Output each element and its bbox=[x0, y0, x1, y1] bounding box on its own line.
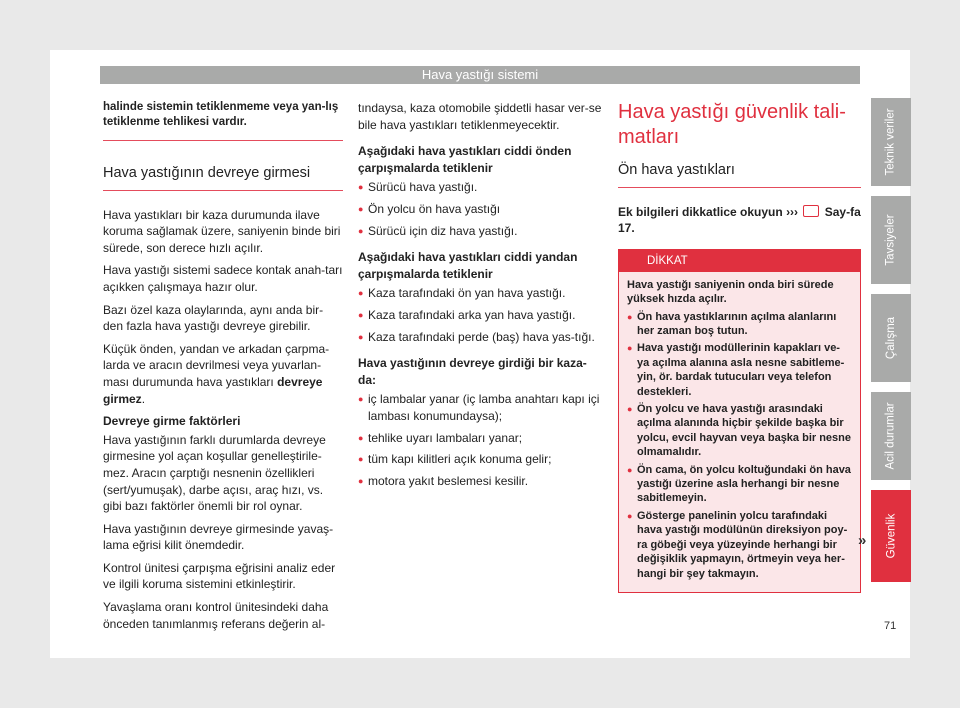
tab-technical-data[interactable] bbox=[871, 98, 911, 186]
page-header-title: Hava yastığı sistemi bbox=[100, 66, 860, 84]
warning-header bbox=[619, 250, 860, 272]
warning-item: ● Ön hava yastıklarının açılma alanlarını her zaman boş tutun. bbox=[627, 310, 852, 339]
warning-item: ● Hava yastığı modüllerinin kapakları ve-ya açılma alanına asla nesne sabitleme-yin, ör. bardak tutucuları veya telefon destekleri. bbox=[627, 341, 852, 399]
tab-label: Tavsiyeler bbox=[885, 214, 898, 266]
deployment-title: Hava yastığının devreye girdiği bir kaza-da: bbox=[358, 356, 587, 387]
warning-box bbox=[618, 249, 861, 593]
side-airbags-title: Aşağıdaki hava yastıkları ciddi yandan çarpışmalarda tetiklenir bbox=[358, 250, 578, 281]
front-airbags-title: Aşağıdaki hava yastıkları ciddi önden çarpışmalarda tetiklenir bbox=[358, 144, 572, 175]
warning-intro: Hava yastığı saniyenin onda biri sürede yüksek hızda açılır. bbox=[627, 278, 834, 306]
paragraph bbox=[103, 341, 343, 407]
section-title: Hava yastığının devreye girmesi bbox=[103, 165, 343, 191]
list-item: ● tüm kapı kilitleri açık konuma gelir; bbox=[358, 451, 604, 468]
warning-label: DİKKAT bbox=[647, 254, 688, 267]
subsection-title: Devreye girme faktörleri bbox=[103, 414, 241, 429]
paragraph: Hava yastığının devreye girmesinde yavaş-lama eğrisi kilit önemdedir. bbox=[103, 521, 334, 553]
warning-body bbox=[619, 272, 860, 592]
column-1 bbox=[103, 100, 343, 638]
paragraph-text: . bbox=[141, 391, 146, 406]
paragraph: Kontrol ünitesi çarpışma eğrisini analiz eder ve ilgili koruma sistemini etkinleştirir. bbox=[103, 560, 336, 592]
paragraph-text: Küçük önden, yandan ve arkadan çarpma-larda ve aracın devrilmesi veya yuvarlan-ması durumunda hava yastıkları bbox=[103, 341, 330, 389]
note-text: . bbox=[631, 221, 635, 236]
list-item: ● Ön yolcu ön hava yastığı bbox=[358, 201, 604, 218]
tab-advice[interactable] bbox=[871, 196, 911, 284]
tab-label: Güvenlik bbox=[885, 513, 897, 559]
tab-label: Teknik veriler bbox=[885, 108, 898, 176]
warning-item: ● Gösterge panelinin yolcu tarafındaki hava yastığı modülünün direksiyon poy-ra göbeği veya yüzeyinde herhangi bir değişiklik yapmayın, örtmeyin veya her-hangi bir şey takmayın. bbox=[627, 509, 852, 581]
tab-safety[interactable] bbox=[871, 490, 911, 582]
paragraph: Yavaşlama oranı kontrol ünitesindeki daha önceden tanımlanmış referans değerin al- bbox=[103, 600, 329, 631]
column-3 bbox=[618, 100, 861, 593]
tab-label: Acil durumlar bbox=[885, 402, 898, 470]
list-item: ● motora yakıt beslemesi kesilir. bbox=[358, 473, 604, 490]
emphasis-text: devreye girmez bbox=[103, 374, 323, 406]
section-subtitle: Ön hava yastıkları bbox=[618, 162, 861, 188]
tab-emergencies[interactable] bbox=[871, 392, 911, 480]
warning-continuation: halinde sistemin tetiklenmeme veya yan-lış tetiklenme tehlikesi vardır. bbox=[103, 100, 343, 141]
list-item: ● Kaza tarafındaki arka yan hava yastığı. bbox=[358, 307, 604, 324]
warning-item: ● Ön cama, ön yolcu koltuğundaki ön hava yastığı üzerine asla herhangi bir nesne sabitlemeyin. bbox=[627, 463, 852, 506]
list-item: ● Kaza tarafındaki perde (baş) hava yas-tığı. bbox=[358, 329, 604, 346]
paragraph: Hava yastığı sistemi sadece kontak anah-tarı açıkken çalışmaya hazır olur. bbox=[103, 263, 343, 294]
paragraph: tındaysa, kaza otomobile şiddetli hasar ver-se bile hava yastıkları tetiklenmeyecektir. bbox=[358, 101, 602, 132]
paragraph: Hava yastıkları bir kaza durumunda ilave koruma sağlamak üzere, saniyenin binde biri sürede, son derece hızlı açılır. bbox=[103, 207, 341, 255]
reference-note bbox=[618, 204, 861, 237]
list-item: ● iç lambalar yanar (iç lamba anahtarı kapı içi lambası konumundaysa); bbox=[358, 391, 604, 424]
continued-arrow-icon: » bbox=[858, 532, 867, 549]
arrows: ››› bbox=[786, 204, 799, 219]
warning-item: ● Ön yolcu ve hava yastığı arasındaki açılma alanında hiçbir şekilde başka bir yolcu, evcil hayvan veya başka bir nesne olmamalıdır. bbox=[627, 402, 852, 460]
note-text: Ek bilgileri dikkatlice okuyun bbox=[618, 204, 787, 219]
paragraph: Bazı özel kaza olaylarında, aynı anda bir-den fazla hava yastığı devreye girebilir. bbox=[103, 302, 324, 334]
paragraph: Hava yastığının farklı durumlarda devreye girmesine yol açan koşullar genelleştirile-mez. Aracın çarptığı nesnenin özellikleri (sert/yumuşak), darbe açısı, araç hızı, vs. gibi bazı faktörler önemli bir rol oynar. bbox=[103, 432, 326, 514]
tab-label: Çalışma bbox=[885, 316, 897, 360]
chapter-title: Hava yastığı güvenlik tali-matları bbox=[618, 101, 846, 148]
tab-operation[interactable] bbox=[871, 294, 911, 382]
list-item: ● Sürücü hava yastığı. bbox=[358, 179, 604, 196]
book-reference-icon bbox=[803, 205, 819, 217]
page-number: 71 bbox=[884, 620, 897, 632]
list-item: ● Sürücü için diz hava yastığı. bbox=[358, 223, 604, 240]
list-item: ● Kaza tarafındaki ön yan hava yastığı. bbox=[358, 285, 604, 302]
list-item: ● tehlike uyarı lambaları yanar; bbox=[358, 430, 604, 447]
page-reference-link[interactable]: Say-fa 17 bbox=[618, 204, 861, 236]
column-2 bbox=[358, 100, 604, 494]
